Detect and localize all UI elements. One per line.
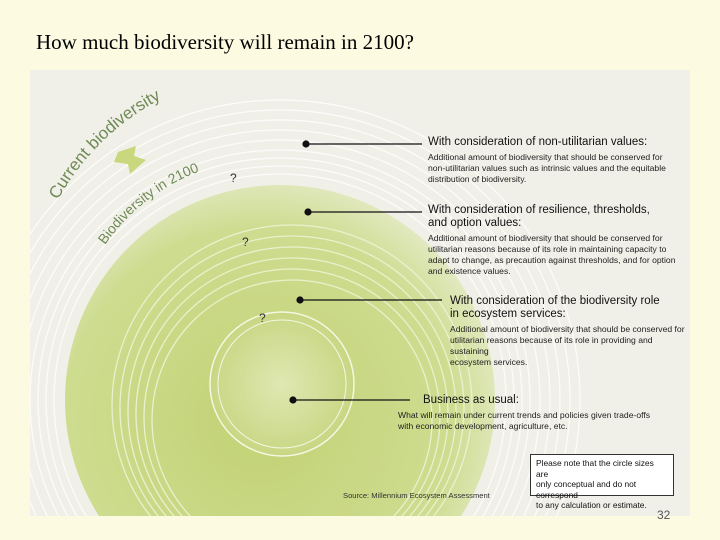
level-ecosystem-services: [450, 295, 690, 368]
question-mark-3: ?: [259, 311, 266, 325]
level-resilience: [428, 204, 675, 277]
level-description: Additional amount of biodiversity that should be conserved for utilitarian reasons because of its role in providing and sustaining ecosystem services.: [450, 324, 685, 367]
level-heading: Business as usual:: [423, 394, 519, 406]
level-business-as-usual: [398, 394, 650, 432]
source-credit: Source: Millennium Ecosystem Assessment: [343, 491, 490, 500]
level-description: What will remain under current trends and policies given trade-offs with economic development, agriculture, etc.: [398, 410, 651, 431]
business-as-usual-circle: [210, 312, 354, 456]
level-heading: With consideration of non-utilitarian values:: [428, 136, 648, 148]
question-mark-1: ?: [230, 171, 237, 185]
shrink-arrow-icon: [114, 146, 146, 174]
question-mark-2: ?: [242, 235, 249, 249]
leader-dot-2: [305, 209, 311, 215]
slide-title: How much biodiversity will remain in 2100?: [36, 30, 414, 54]
level-non-utilitarian: [428, 136, 666, 185]
level-heading: With consideration of the biodiversity role in ecosystem services:: [450, 295, 660, 320]
disclaimer-note: Please note that the circle sizes are only conceptual and do not correspond to any calculation or estimate.: [530, 454, 674, 496]
page-number: 32: [657, 508, 671, 522]
leader-dot-1: [303, 141, 309, 147]
leader-dot-4: [290, 397, 296, 403]
current-biodiversity-label: Current biodiversity: [44, 85, 164, 202]
level-description: Additional amount of biodiversity that should be conserved for utilitarian reasons because of its role in maintaining capacity to adapt to change, as precaution against thresholds, and for option and existence values.: [428, 233, 676, 276]
leader-dot-3: [297, 297, 303, 303]
biodiversity-2100-label: Biodiversity in 2100: [94, 159, 201, 247]
level-description: Additional amount of biodiversity that should be conserved for non-utilitarian values such as intrinsic values and the equitable distribution of biodiversity.: [428, 152, 666, 184]
biodiversity-diagram: [30, 70, 690, 516]
level-heading: With consideration of resilience, thresholds, and option values:: [428, 204, 650, 229]
